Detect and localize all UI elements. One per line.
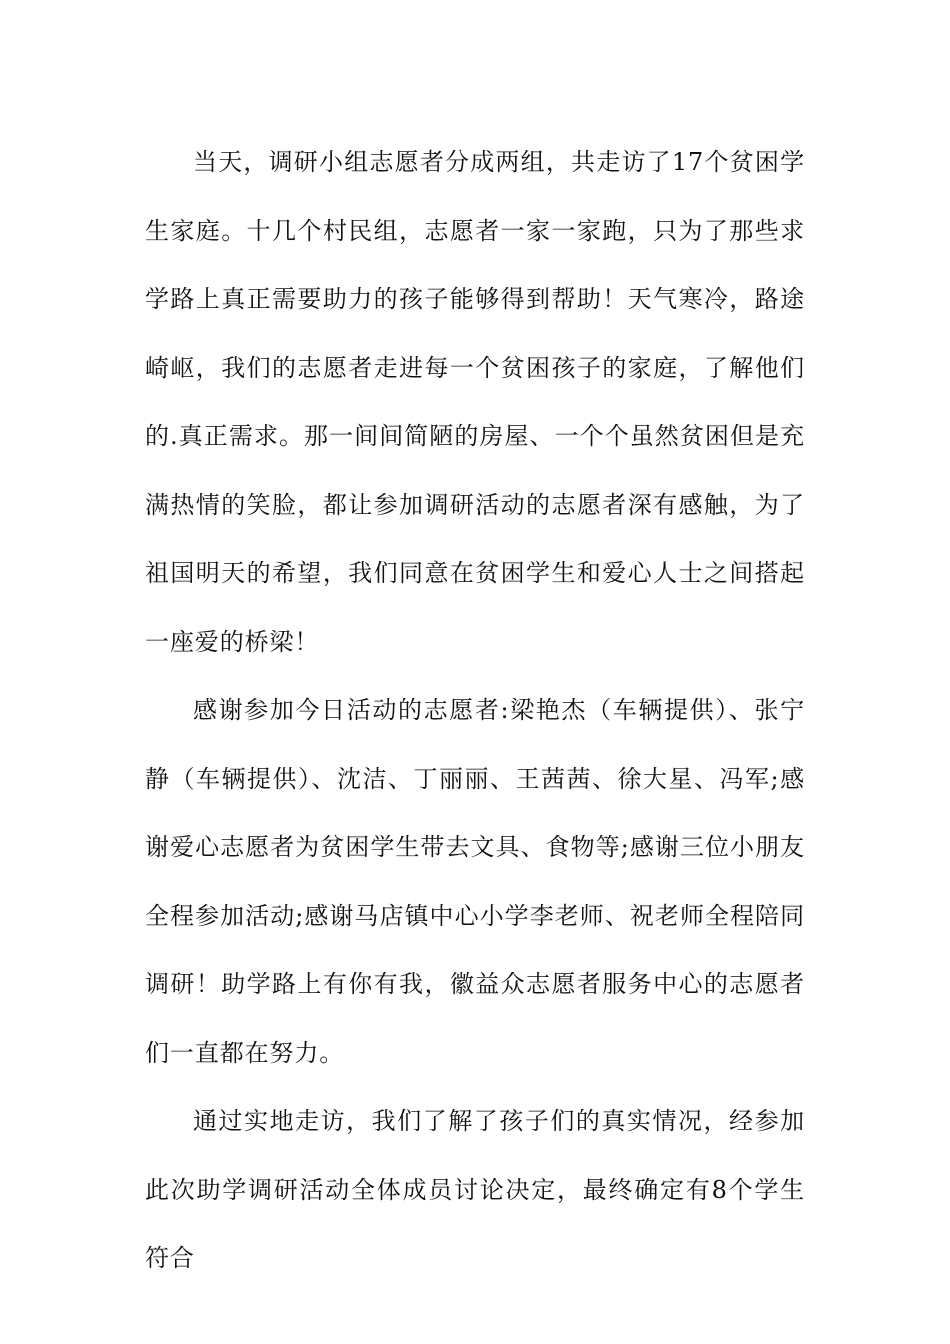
- paragraph-acknowledgements: 感谢参加今日活动的志愿者:梁艳杰（车辆提供）、张宁静（车辆提供）、沈洁、丁丽丽、王茜茜、徐大星、冯军;感谢爱心志愿者为贫困学生带去文具、食物等;感谢三位小朋友全程参加活动;感谢马店镇中心小学李老师、祝老师全程陪同调研！助学路上有你有我，徽益众志愿者服务中心的志愿者们一直都在努力。: [145, 696, 805, 1067]
- paragraph-conclusion: 通过实地走访，我们了解了孩子们的真实情况，经参加此次助学调研活动全体成员讨论决定，最终确定有8个学生符合: [145, 1107, 805, 1272]
- document-body: [145, 128, 805, 1293]
- paragraph-survey-visits: 当天，调研小组志愿者分成两组，共走访了17个贫困学生家庭。十几个村民组，志愿者一家一家跑，只为了那些求学路上真正需要助力的孩子能够得到帮助！天气寒冷，路途崎岖，我们的志愿者走进每一个贫困孩子的家庭，了解他们的.真正需求。那一间间简陋的房屋、一个个虽然贫困但是充满热情的笑脸，都让参加调研活动的志愿者深有感触，为了祖国明天的希望，我们同意在贫困学生和爱心人士之间搭起一座爱的桥梁！: [145, 148, 805, 656]
